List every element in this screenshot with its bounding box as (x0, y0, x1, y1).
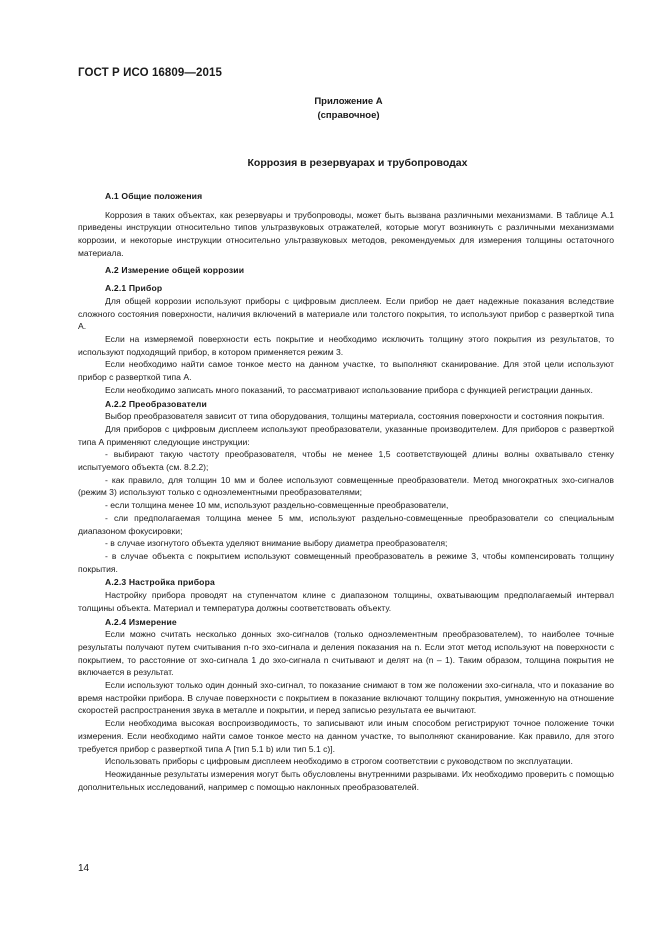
annex-main-title: Коррозия в резервуарах и трубопроводах (247, 157, 468, 169)
section-a21-heading: А.2.1 Прибор (105, 283, 163, 294)
paragraph: Если необходимо найти самое тонкое место на данном участке, то выполняют сканирование. Для этой цели используют прибор с разверткой типа А. (78, 359, 614, 383)
paragraph: Если используют только один донный эхо-сигнал, то показание снимают в том же положении эхо-сигнала, что и показание во время настройки прибора. В случае поверхности с покрытием в показание включают толщину покрытия, умноженную на отношение скоростей распространения звука в металле и покрытии, и перед записью результата ее вычитают. (78, 680, 614, 716)
paragraph: Если необходима высокая воспроизводимость, то записывают или иным способом регистрируют точное положение точки измерения. Если необходимо найти самое тонкое место на данном участке, то выполняют сканирование. Как правило, для этого требуется прибор с разверткой типа А [тип 5.1 b) или тип 5.1 c)]. (78, 718, 614, 754)
section-a23-heading: А.2.3 Настройка прибора (105, 577, 215, 588)
annex-heading (0, 95, 661, 122)
list-item: - в случае объекта с покрытием используют совмещенный преобразователь в режиме 3, чтобы компенсировать толщину покрытия. (78, 550, 614, 574)
paragraph: Настройку прибора проводят на ступенчатом клине с диапазоном толщины, охватывающим предполагаемый интервал толщины объекта. Материал и температура должны соответствовать объекту. (78, 590, 614, 613)
paragraph: Если можно считать несколько донных эхо-сигналов (только одноэлементным преобразователем), то наиболее точные результаты получают путем считывания n-го эхо-сигнала и деления показания на n. Если этот метод используют на поверхности с покрытием, то расстояние от эхо-сигнала 1 до эхо-сигнала n считывают и делят на (n – 1). Таким образом, толщина покрытия не включается в результат. (78, 629, 614, 678)
paragraph: Если на измеряемой поверхности есть покрытие и необходимо исключить толщину этого покрытия из результатов, то используют подходящий прибор, в котором применяется режим 3. (78, 334, 614, 357)
list-item: - выбирают такую частоту преобразователя, чтобы не менее 1,5 соответствующей длины волны охватывало стенку испытуемого объекта (см. 8.2.2); (78, 449, 614, 473)
list-item: - если толщина менее 10 мм, используют раздельно-совмещенные преобразователи, (105, 500, 449, 511)
paragraph: Если необходимо записать много показаний, то рассматривают использование прибора с функцией регистрации данных. (105, 384, 593, 395)
list-item: - сли предполагаемая толщина менее 5 мм, используют раздельно-совмещенные преобразователи со специальным диапазоном фокусировки; (78, 512, 614, 536)
standard-designation: ГОСТ Р ИСО 16809—2015 (78, 67, 223, 79)
paragraph: Для приборов с цифровым дисплеем используют преобразователи, указанные производителем. Для приборов с разверткой типа А применяют следующие инструкции: (78, 423, 614, 447)
paragraph: Выбор преобразователя зависит от типа оборудования, толщины материала, состояния поверхности и состояния покрытия. (105, 411, 605, 422)
list-item: - как правило, для толщин 10 мм и более используют совмещенные преобразователи. Метод многократных эхо-сигналов (режим 3) используют только с одноэлементными преобразователями; (78, 474, 614, 498)
section-a24-heading: А.2.4 Измерение (105, 616, 177, 627)
section-a2-heading: А.2 Измерение общей коррозии (105, 264, 245, 275)
paragraph: Использовать приборы с цифровым дисплеем необходимо в строгом соответствии с руководством по эксплуатации. (105, 756, 573, 767)
paragraph: Коррозия в таких объектах, как резервуары и трубопроводы, может быть вызвана различными механизмами. В таблице А.1 приведены инструкции относительно типов ультразвуковых отражателей, которые могут возникнуть с различными механизмами коррозии, и некоторые инструкции относительно ультразвуковых методов, рекомендуемых для измерения толщины остаточного материала. (78, 209, 614, 258)
paragraph: Неожиданные результаты измерения могут быть обусловлены внутренними разрывами. Их необходимо проверить с помощью дополнительных исследований, например с помощью наклонных преобразователей. (78, 768, 614, 792)
annex-title: Приложение А (314, 96, 383, 107)
list-item: - в случае изогнутого объекта уделяют внимание выбору диаметра преобразователя; (105, 538, 448, 549)
section-a1-heading: А.1 Общие положения (105, 191, 203, 201)
page-number: 14 (78, 863, 90, 874)
section-a22-heading: А.2.2 Преобразователи (105, 398, 207, 409)
document-body (78, 190, 614, 793)
paragraph: Для общей коррозии используют приборы с цифровым дисплеем. Если прибор не дает надежные показания вследствие сложного состояния поверхности, наличия включений в материале или толстого покрытия, то используют прибор с разверткой типа А. (78, 295, 614, 332)
annex-subtitle: (справочное) (317, 109, 380, 121)
